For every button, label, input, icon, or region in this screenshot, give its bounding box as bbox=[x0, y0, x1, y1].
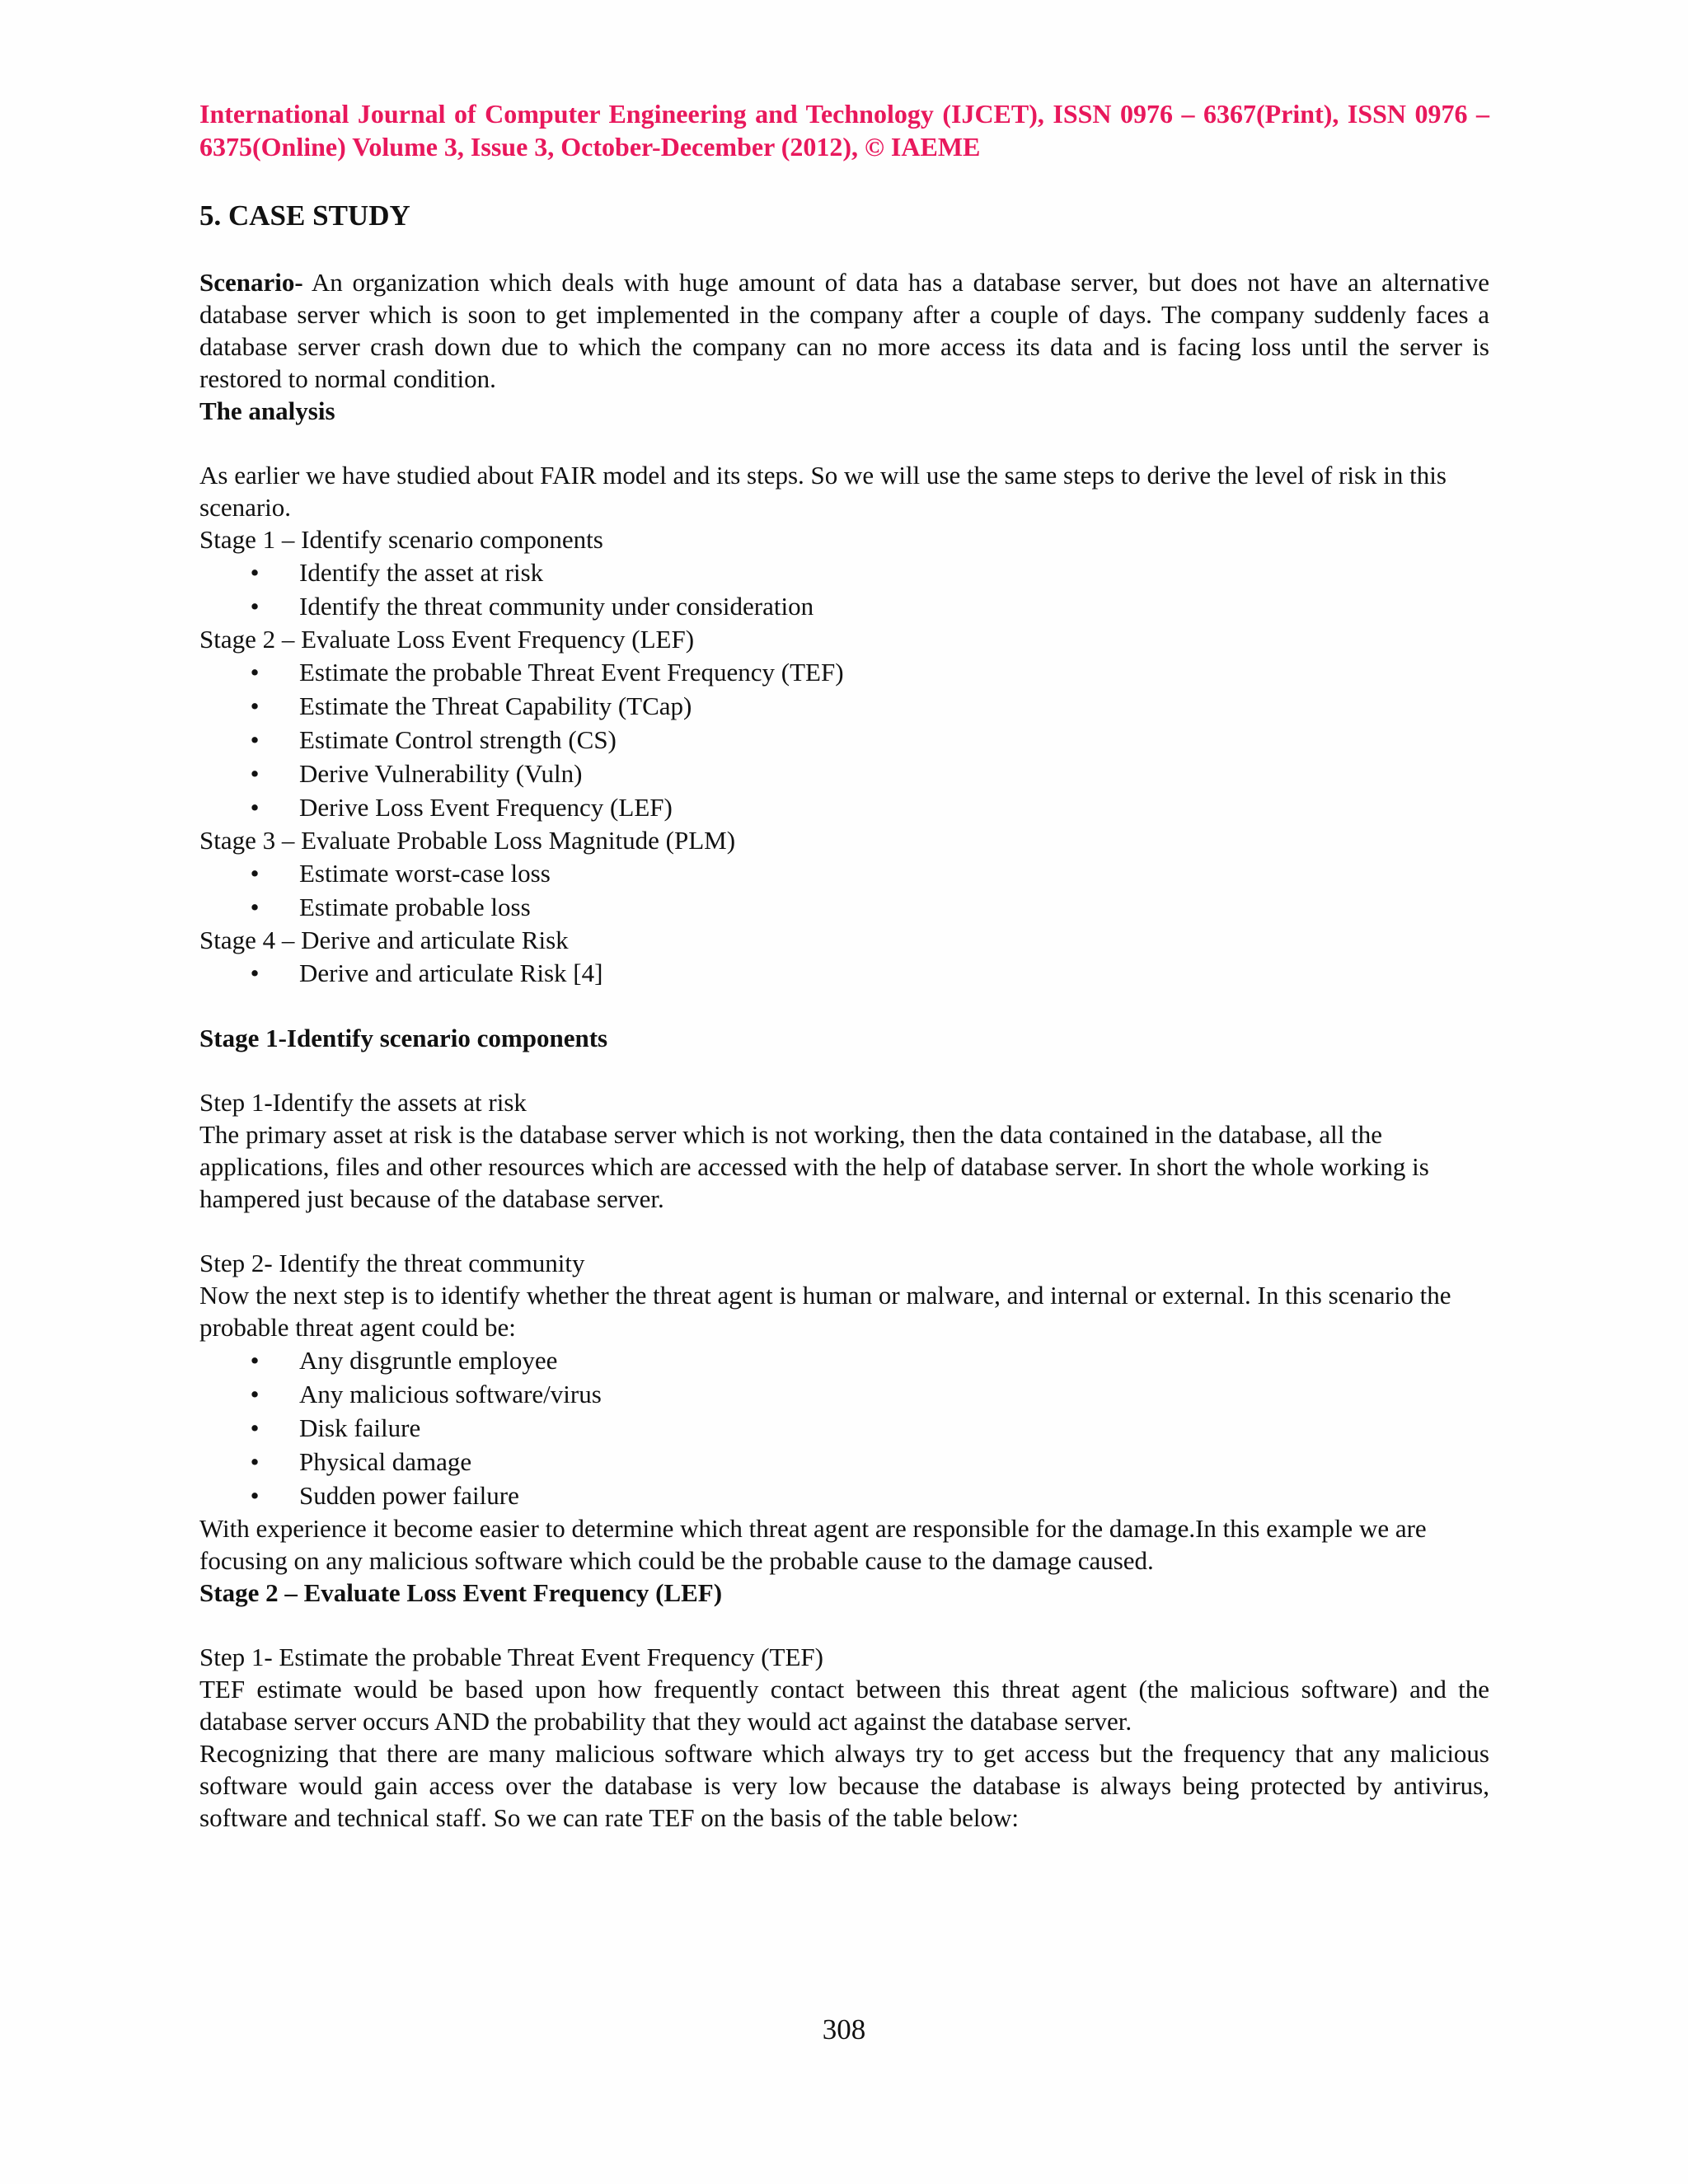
bullet-icon: • bbox=[250, 1380, 260, 1408]
bullet-icon: • bbox=[250, 691, 260, 720]
bullet-icon: • bbox=[250, 859, 260, 888]
stage1-step1-title: Step 1-Identify the assets at risk bbox=[199, 1088, 527, 1117]
stage1-step2-title: Step 2- Identify the threat community bbox=[199, 1249, 585, 1277]
list-item: • Identify the asset at risk bbox=[199, 555, 1489, 589]
scenario-text: An organization which deals with huge amount of data has a database server, but does not have an alternative database server which is soon to get implemented in the company after a couple of days. The company suddenly faces a database server crash down due to which the company can no more access its data and is facing loss until the server is restored to normal condition. bbox=[199, 268, 1489, 393]
list-item: • Derive and articulate Risk [4] bbox=[199, 956, 1489, 990]
threat-agent-list bbox=[199, 1343, 1489, 1512]
stage-title: Stage 1 – Identify scenario components bbox=[199, 525, 603, 554]
journal-header: International Journal of Computer Engineering and Technology (IJCET), ISSN 0976 – 6367(Print), ISSN 0976 – 6375(Online) Volume 3, Issue 3, October-December (2012), © IAEME bbox=[199, 99, 1489, 162]
stage1-conclusion: With experience it become easier to determine which threat agent are responsible for the damage.In this example we are focusing on any malicious software which could be the probable cause to the damage caused. bbox=[199, 1514, 1427, 1575]
list-item: • Estimate probable loss bbox=[199, 890, 1489, 924]
page-content bbox=[199, 97, 1489, 1834]
analysis-intro: As earlier we have studied about FAIR model and its steps. So we will use the same steps to derive the level of risk in this scenario. bbox=[199, 461, 1447, 522]
stage1-heading: Stage 1-Identify scenario components bbox=[199, 1024, 608, 1052]
list-item: • Estimate worst-case loss bbox=[199, 856, 1489, 890]
list-item: • Physical damage bbox=[199, 1445, 1489, 1479]
bullet-icon: • bbox=[250, 793, 260, 822]
bullet-icon: • bbox=[250, 592, 260, 621]
section-title: 5. CASE STUDY bbox=[199, 199, 410, 232]
stage-title: Stage 3 – Evaluate Probable Loss Magnitude (PLM) bbox=[199, 826, 736, 855]
bullet-icon: • bbox=[250, 1413, 260, 1442]
bullet-icon: • bbox=[250, 1447, 260, 1476]
list-item: • Identify the threat community under consideration bbox=[199, 589, 1489, 623]
list-item: • Estimate the Threat Capability (TCap) bbox=[199, 689, 1489, 723]
list-item: • Sudden power failure bbox=[199, 1479, 1489, 1512]
bullet-icon: • bbox=[250, 658, 260, 687]
bullet-icon: • bbox=[250, 759, 260, 788]
page-number: 308 bbox=[822, 2013, 866, 2046]
analysis-heading: The analysis bbox=[199, 396, 335, 425]
stages-list bbox=[199, 523, 1489, 990]
stage2-paragraph-1: TEF estimate would be based upon how frequently contact between this threat agent (the malicious software) and the database server occurs AND the probability that they would act against the database server. bbox=[199, 1675, 1489, 1736]
list-item: • Derive Vulnerability (Vuln) bbox=[199, 757, 1489, 790]
stage1-step2-text: Now the next step is to identify whether the threat agent is human or malware, and internal or external. In this scenario the probable threat agent could be: bbox=[199, 1281, 1451, 1342]
bullet-icon: • bbox=[250, 1481, 260, 1510]
stage2-paragraph-2: Recognizing that there are many malicious software which always try to get access but the frequency that any malicious software would gain access over the database is very low because the database is always being protected by antivirus, software and technical staff. So we can rate TEF on the basis of the table below: bbox=[199, 1739, 1489, 1832]
list-item: • Any malicious software/virus bbox=[199, 1377, 1489, 1411]
scenario-paragraph bbox=[199, 266, 1489, 395]
bullet-icon: • bbox=[250, 725, 260, 754]
stage2-step1-title: Step 1- Estimate the probable Threat Event Frequency (TEF) bbox=[199, 1643, 823, 1671]
scenario-label: Scenario- bbox=[199, 268, 303, 297]
stage1-step1-text: The primary asset at risk is the database server which is not working, then the data contained in the database, all the applications, files and other resources which are accessed with the help of database server. In short the whole working is hampered just because of the database server. bbox=[199, 1120, 1429, 1213]
list-item: • Estimate the probable Threat Event Frequency (TEF) bbox=[199, 655, 1489, 689]
list-item: • Estimate Control strength (CS) bbox=[199, 723, 1489, 757]
list-item: • Disk failure bbox=[199, 1411, 1489, 1445]
list-item: • Any disgruntle employee bbox=[199, 1343, 1489, 1377]
bullet-icon: • bbox=[250, 893, 260, 921]
bullet-icon: • bbox=[250, 558, 260, 587]
bullet-icon: • bbox=[250, 958, 260, 987]
stage2-heading: Stage 2 – Evaluate Loss Event Frequency (LEF) bbox=[199, 1578, 723, 1607]
bullet-icon: • bbox=[250, 1346, 260, 1375]
list-item: • Derive Loss Event Frequency (LEF) bbox=[199, 790, 1489, 824]
stage-title: Stage 2 – Evaluate Loss Event Frequency (LEF) bbox=[199, 625, 695, 654]
stage-title: Stage 4 – Derive and articulate Risk bbox=[199, 926, 569, 954]
